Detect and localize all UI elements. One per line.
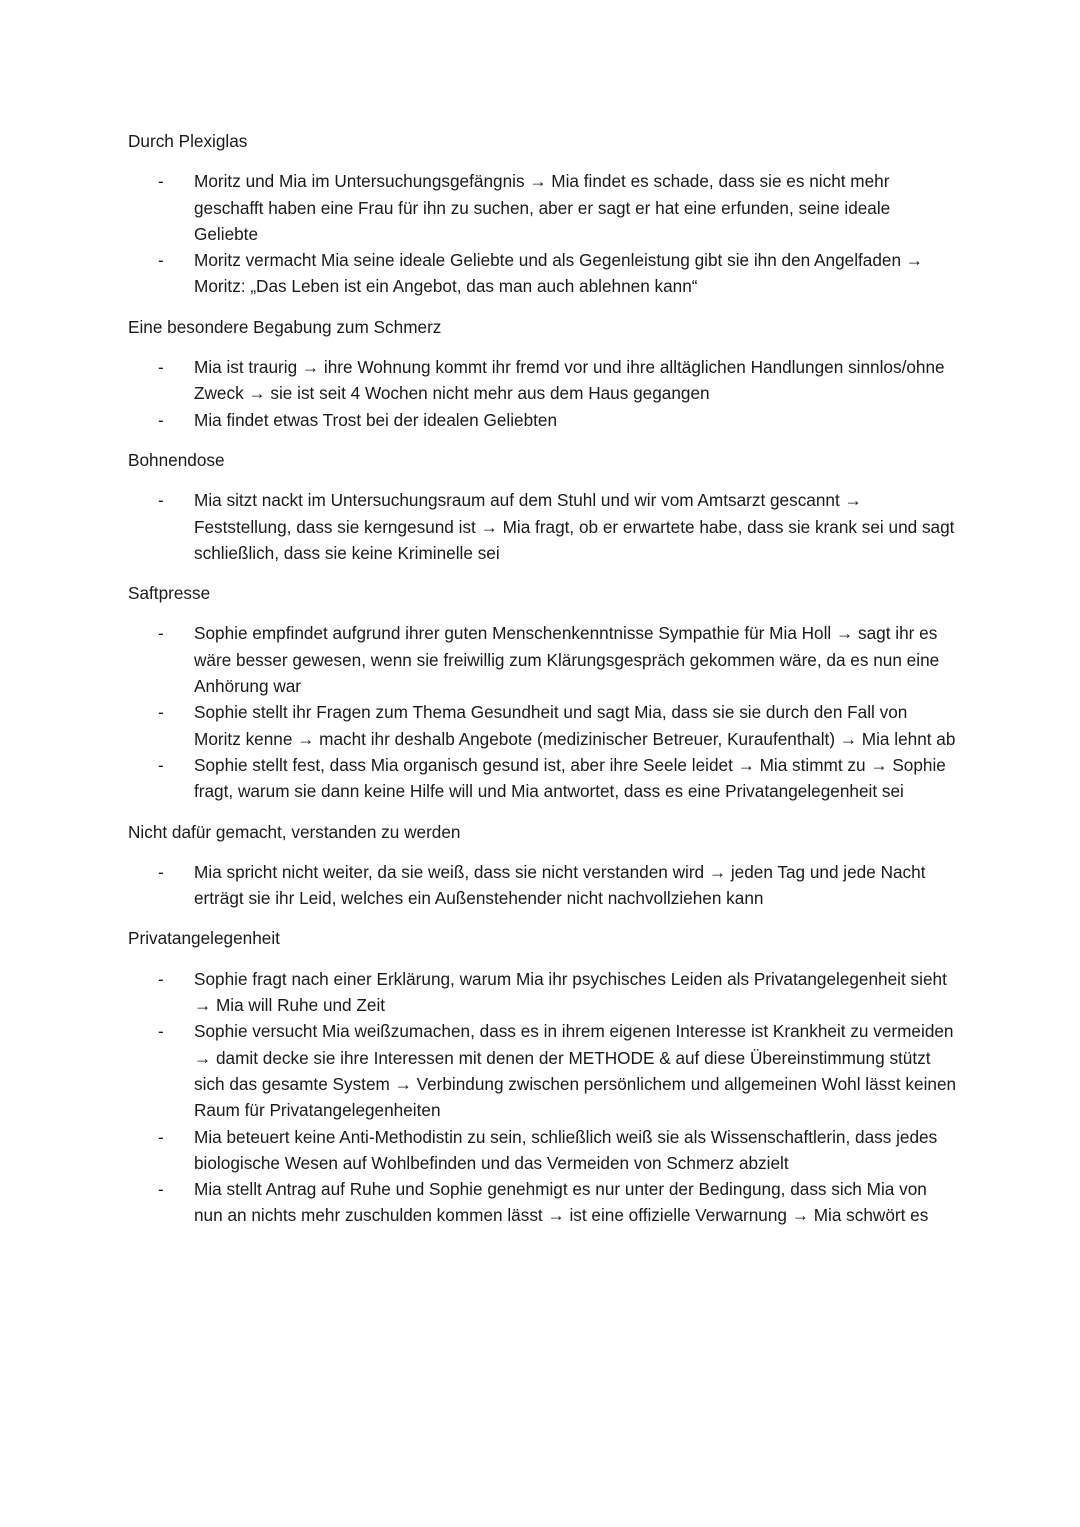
list-item (128, 752, 958, 805)
list-item-text: Sophie stellt ihr Fragen zum Thema Gesundheit und sagt Mia, dass sie sie durch den Fall von Moritz kenne → macht ihr deshalb Angebote (medizinischer Betreuer, Kuraufenthalt) → Mia lehnt ab (194, 702, 956, 749)
dash-bullet-icon: - (158, 754, 164, 775)
dash-bullet-icon: - (158, 1179, 164, 1200)
list-item (128, 354, 958, 407)
section-saftpresse (128, 580, 958, 804)
list-item-text: Mia beteuert keine Anti-Methodistin zu sein, schließlich weiß sie als Wissenschaftlerin, dass jedes biologische Wesen auf Wohlbefinden und das Vermeiden von Schmerz abzielt (194, 1126, 938, 1173)
list-item (128, 699, 958, 752)
dash-bullet-icon: - (158, 1021, 164, 1042)
list-item-text: Sophie empfindet aufgrund ihrer guten Menschenkenntnisse Sympathie für Mia Holl → sagt ihr es wäre besser gewesen, wenn sie freiwillig zum Klärungsgespräch gekommen wäre, da es nun eine Anhörung war (194, 623, 940, 697)
section-nicht-dafuer-gemacht (128, 819, 958, 912)
list-item (128, 1176, 958, 1229)
dash-bullet-icon: - (158, 357, 164, 378)
list-item (128, 1018, 958, 1123)
dash-bullet-icon: - (158, 968, 164, 989)
list-item (128, 247, 958, 300)
list-item-text: Mia stellt Antrag auf Ruhe und Sophie genehmigt es nur unter der Bedingung, dass sich Mia von nun an nichts mehr zuschulden kommen lässt → ist eine offizielle Verwarnung → Mia schwört es (194, 1179, 929, 1226)
list-item-text: Moritz vermacht Mia seine ideale Geliebte und als Gegenleistung gibt sie ihn den Angelfaden → Moritz: „Das Leben ist ein Angebot, das man auch ablehnen kann“ (194, 250, 923, 297)
list-item-text: Mia findet etwas Trost bei der idealen Geliebten (194, 409, 558, 430)
document-page (128, 128, 958, 1243)
list-item-text: Sophie fragt nach einer Erklärung, warum Mia ihr psychisches Leiden als Privatangelegenheit sieht → Mia will Ruhe und Zeit (194, 968, 947, 1016)
list-item-text: Mia sitzt nackt im Untersuchungsraum auf dem Stuhl und wir vom Amtsarzt gescannt → Feststellung, dass sie kerngesund ist → Mia fragt, ob er erwartete habe, dass sie krank sei und sagt schließlich, dass sie keine Kriminelle sei (194, 490, 955, 563)
list-item (128, 1124, 958, 1177)
list-item (128, 407, 958, 433)
dash-bullet-icon: - (158, 861, 164, 882)
section-privatangelegenheit (128, 925, 958, 1228)
section-title: Privatangelegenheit (128, 928, 280, 949)
dash-bullet-icon: - (158, 409, 164, 430)
list-item-text: Sophie stellt fest, dass Mia organisch gesund ist, aber ihre Seele leidet → Mia stimmt zu → Sophie fragt, warum sie dann keine Hilfe will und Mia antwortet, dass es eine Privatangelegenheit sei (194, 754, 946, 802)
bullet-list (128, 168, 958, 299)
section-title: Bohnendose (128, 449, 225, 470)
bullet-list (128, 966, 958, 1229)
list-item-text: Sophie versucht Mia weißzumachen, dass es in ihrem eigenen Interesse ist Krankheit zu vermeiden → damit decke sie ihre Interessen mit denen der METHODE & auf diese Übereinstimmung stützt sich das gesamte System → Verbindung zwischen persönlichem und allgemeinen Wohl lässt keinen Raum für Privatangelegenheiten (194, 1021, 957, 1121)
dash-bullet-icon: - (158, 250, 164, 271)
dash-bullet-icon: - (158, 1126, 164, 1147)
list-item-text: Mia ist traurig → ihre Wohnung kommt ihr fremd vor und ihre alltäglichen Handlungen sinnlos/ohne Zweck → sie ist seit 4 Wochen nicht mehr aus dem Haus gegangen (194, 357, 945, 404)
section-durch-plexiglas (128, 128, 958, 300)
list-item (128, 966, 958, 1019)
bullet-list (128, 859, 958, 912)
dash-bullet-icon: - (158, 623, 164, 644)
section-title: Durch Plexiglas (128, 131, 248, 151)
list-item-text: Mia spricht nicht weiter, da sie weiß, dass sie nicht verstanden wird → jeden Tag und jede Nacht erträgt sie ihr Leid, welches ein Außenstehender nicht nachvollziehen kann (194, 861, 926, 909)
list-item (128, 487, 958, 566)
dash-bullet-icon: - (158, 171, 164, 192)
section-title: Saftpresse (128, 583, 211, 604)
bullet-list (128, 487, 958, 566)
list-item-text: Moritz und Mia im Untersuchungsgefängnis → Mia findet es schade, dass sie es nicht mehr geschafft haben eine Frau für ihn zu suchen, aber er sagt er hat eine erfunden, seine ideale Geliebte (194, 171, 891, 244)
list-item (128, 620, 958, 699)
bullet-list (128, 354, 958, 433)
section-title: Nicht dafür gemacht, verstanden zu werden (128, 821, 461, 842)
list-item (128, 168, 958, 247)
section-besondere-begabung (128, 314, 958, 433)
section-bohnendose (128, 447, 958, 566)
dash-bullet-icon: - (158, 702, 164, 723)
bullet-list (128, 620, 958, 804)
dash-bullet-icon: - (158, 490, 164, 511)
list-item (128, 859, 958, 912)
section-title: Eine besondere Begabung zum Schmerz (128, 316, 442, 337)
